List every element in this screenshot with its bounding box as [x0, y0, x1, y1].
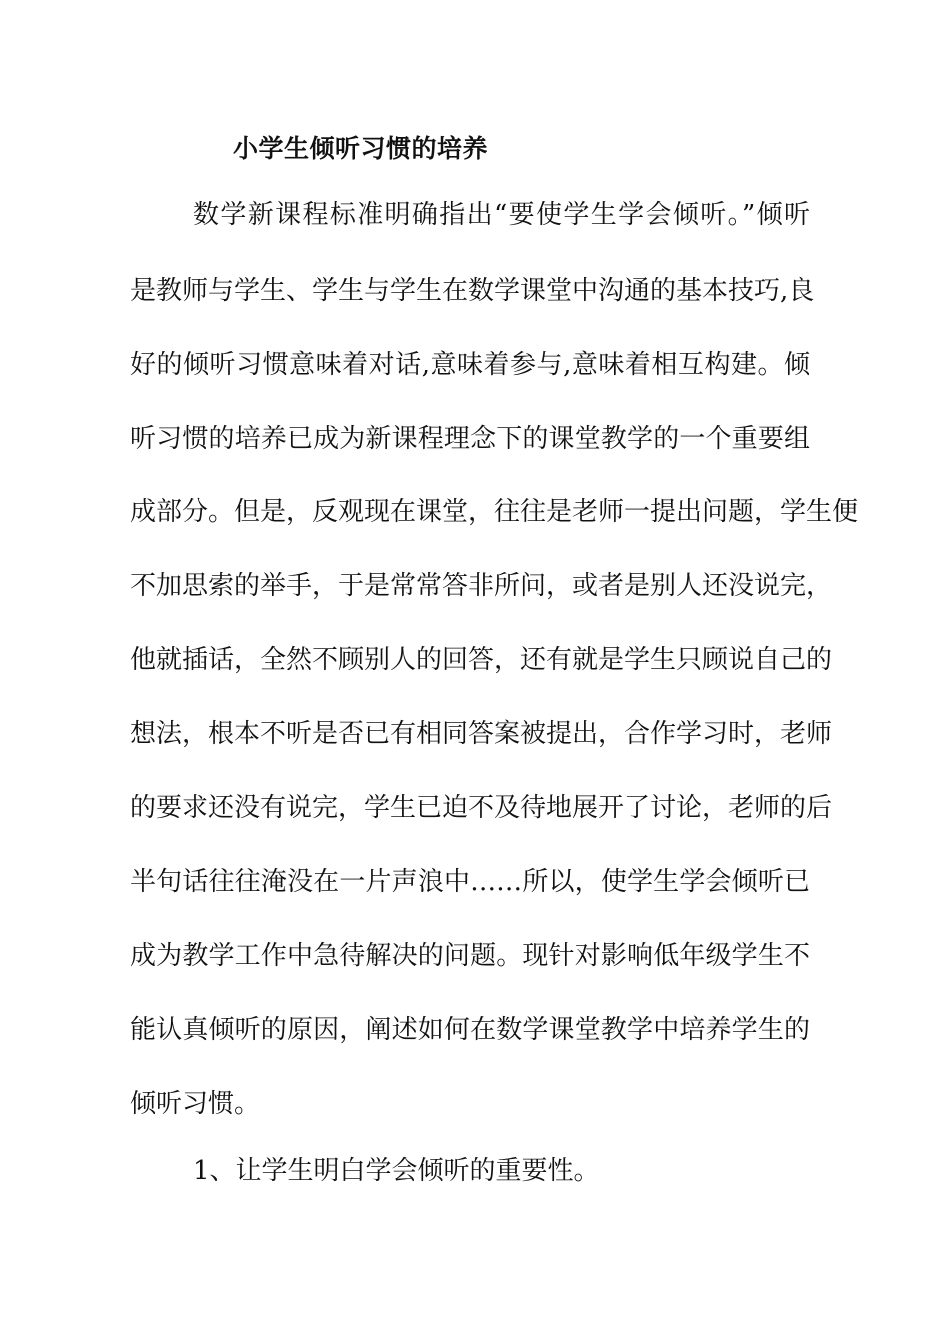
document-title: 小学生倾听习惯的培养: [233, 134, 489, 163]
paragraph-line: 好的倾听习惯意味着对话,意味着参与,意味着相互构建。倾: [130, 350, 810, 380]
paragraph-line: 倾听习惯。: [130, 1089, 261, 1119]
paragraph-line: 数学新课程标准明确指出“要使学生学会倾听。”倾听: [193, 200, 810, 230]
paragraph-line: 不加思索的举手，于是常常答非所问，或者是别人还没说完，: [130, 571, 833, 601]
paragraph-line: 能认真倾听的原因，阐述如何在数学课堂教学中培养学生的: [130, 1015, 810, 1045]
paragraph-line: 半句话往往淹没在一片声浪中……所以，使学生学会倾听已: [130, 867, 810, 897]
paragraph-line: 是教师与学生、学生与学生在数学课堂中沟通的基本技巧,良: [130, 276, 815, 306]
paragraph-line: 想法，根本不听是否已有相同答案被提出，合作学习时，老师: [130, 719, 833, 749]
paragraph-line: 成为教学工作中急待解决的问题。现针对影响低年级学生不: [130, 941, 810, 971]
paragraph-line: 他就插话，全然不顾别人的回答，还有就是学生只顾说自己的: [130, 645, 833, 675]
paragraph-line: 成部分。但是，反观现在课堂，往往是老师一提出问题，学生便: [130, 497, 859, 527]
paragraph-line: 的要求还没有说完，学生已迫不及待地展开了讨论，老师的后: [130, 793, 833, 823]
paragraph-line: 听习惯的培养已成为新课程理念下的课堂教学的一个重要组: [130, 424, 810, 454]
section-heading: 1、让学生明白学会倾听的重要性。: [193, 1156, 600, 1186]
